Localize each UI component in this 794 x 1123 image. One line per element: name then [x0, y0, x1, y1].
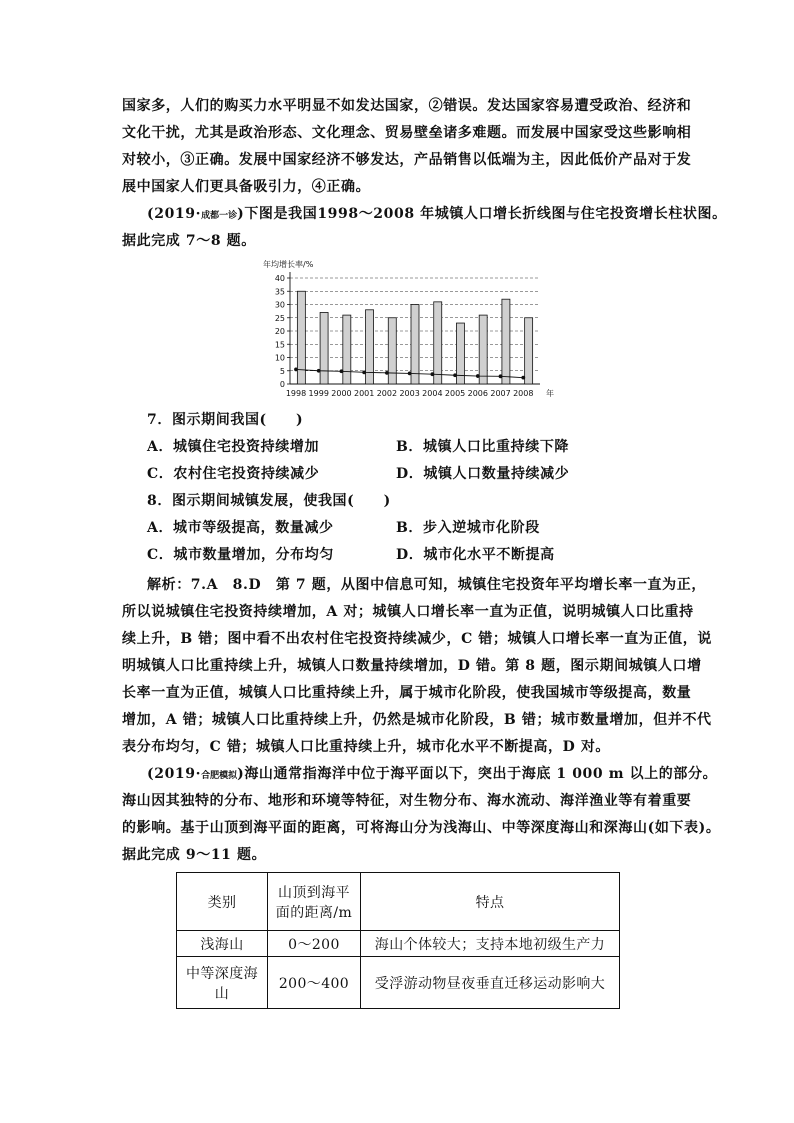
y-tick-label: 40: [274, 274, 285, 283]
source-name-2: 合肥模拟: [201, 771, 238, 781]
line-point: [499, 374, 503, 378]
stem-text-2: 海山通常指海洋中位于海平面以下，突出于海底 1 000 m 以上的部分。: [244, 766, 718, 782]
population-investment-chart: [260, 256, 560, 406]
bar: [502, 299, 510, 384]
x-tick-label: 2008: [513, 389, 534, 398]
x-tick-label: 2004: [422, 389, 443, 398]
q7-8-stem-line-2: 据此完成 7～8 题。: [122, 233, 256, 249]
row-category: [177, 957, 268, 1009]
bar: [320, 312, 328, 384]
q8-option-b: B．步入逆城市化阶段: [396, 520, 540, 536]
line-point: [317, 369, 321, 373]
y-tick-label: 25: [274, 313, 285, 323]
header-distance-line-1: 山顶到海平: [278, 884, 350, 901]
q7-8-stem-line-1: [147, 204, 727, 226]
line-point: [385, 371, 389, 375]
y-tick-label: 5: [279, 366, 285, 376]
row-feature: 海山个体较大；支持本地初级生产力: [361, 931, 620, 957]
bar: [479, 315, 487, 384]
q7-stem: 7．图示期间我国( ): [147, 412, 304, 428]
analysis-line-5: 长率一直为正值，城镇人口比重持续上升，属于城市化阶段，使我国城市等级提高，数量: [122, 685, 692, 701]
row-distance: 200～400: [268, 957, 361, 1009]
row-category: 浅海山: [177, 931, 268, 957]
table-header-row: [177, 873, 620, 931]
x-tick-label: 2007: [490, 389, 511, 398]
y-tick-label: 15: [274, 340, 285, 350]
table-row: [177, 957, 620, 1009]
y-tick-label: 30: [274, 300, 285, 310]
header-distance: [268, 873, 361, 931]
x-tick-label: 2000: [331, 389, 352, 398]
source-close-2: ): [237, 766, 245, 782]
q9-11-stem-line-4: 据此完成 9～11 题。: [122, 847, 267, 863]
y-tick-label: 35: [274, 287, 285, 297]
row-feature: 受浮游动物昼夜垂直迁移运动影响大: [361, 957, 620, 1009]
y-tick-label: 20: [274, 327, 285, 336]
x-tick-label: 2006: [467, 389, 488, 398]
intro-line-1: 国家多，人们的购买力水平明显不如发达国家，②错误。发达国家容易遭受政治、经济和: [122, 98, 692, 114]
row-category-line-1: 中等深度海: [186, 965, 258, 982]
seamount-table: [176, 872, 620, 1009]
line-point: [340, 369, 344, 373]
chart-x-unit: 年: [546, 389, 554, 398]
line-point: [408, 372, 412, 376]
analysis-line-6: 增加，A 错；城镇人口比重持续上升，仍然是城市化阶段，B 错；城市数量增加，但并不代: [122, 712, 712, 728]
intro-line-2: 文化干扰，尤其是政治形态、文化理念、贸易壁垒诸多难题。而发展中国家受这些影响相: [122, 125, 692, 141]
source-year-2: (2019·: [147, 766, 202, 782]
q8-option-d: D．城市化水平不断提高: [396, 547, 555, 563]
row-distance: 0～200: [268, 931, 361, 957]
x-tick-label: 2003: [399, 389, 420, 398]
analysis-line-4: 明城镇人口比重持续上升，城镇人口数量持续增加，D 错。第 8 题，图示期间城镇人口增: [122, 658, 702, 674]
x-tick-label: 2005: [444, 389, 466, 398]
q9-11-stem-line-1: [147, 764, 717, 786]
stem-text: 下图是我国1998～2008 年城镇人口增长折线图与住宅投资增长柱状图。: [244, 206, 727, 222]
header-feature: 特点: [361, 873, 620, 931]
line-point: [430, 372, 434, 376]
bar: [525, 318, 533, 384]
bar: [411, 305, 419, 385]
row-category-line-2: 山: [214, 985, 230, 1002]
x-tick-label: 2001: [354, 389, 375, 398]
analysis-line-2: 所以说城镇住宅投资持续增加，A 对；城镇人口增长率一直为正值，说明城镇人口比重持: [122, 604, 694, 620]
y-tick-label: 0: [279, 380, 285, 389]
bar: [388, 318, 396, 384]
x-tick-label: 2002: [376, 389, 398, 398]
line-point: [521, 376, 525, 380]
q7-option-b: B．城镇人口比重持续下降: [396, 439, 570, 455]
source-name: 成都一诊: [201, 211, 238, 221]
table-row: [177, 931, 620, 957]
y-tick-label: 10: [274, 353, 285, 363]
q9-11-stem-line-2: 海山因其独特的分布、地形和环境等特征，对生物分布、海水流动、海洋渔业等有着重要: [122, 793, 692, 809]
q7-option-c: C．农村住宅投资持续减少: [147, 466, 320, 482]
bar: [456, 323, 464, 384]
q9-11-stem-line-3: 的影响。基于山顶到海平面的距离，可将海山分为浅海山、中等深度海山和深海山(如下表)。: [122, 820, 721, 836]
analysis-line-7: 表分布均匀，C 错；城镇人口比重持续上升，城市化水平不断提高，D 对。: [122, 739, 611, 755]
q7-option-a: A．城镇住宅投资持续增加: [147, 439, 320, 455]
chart-ylabel: 年均增长率/%: [263, 260, 314, 269]
q8-option-c: C．城市数量增加，分布均匀: [147, 547, 334, 563]
x-tick-label: 1999: [308, 389, 329, 398]
source-close: ): [237, 206, 245, 222]
q8-option-a: A．城市等级提高，数量减少: [147, 520, 334, 536]
line-point: [294, 368, 298, 372]
source-year: (2019·: [147, 206, 202, 222]
q7-option-d: D．城镇人口数量持续减少: [396, 466, 570, 482]
intro-line-4: 展中国家人们更具备吸引力，④正确。: [122, 179, 371, 195]
analysis-line-3: 续上升，B 错；图中看不出农村住宅投资持续减少，C 错；城镇人口增长率一直为正值，说: [122, 631, 712, 647]
line-point: [453, 373, 457, 377]
x-tick-label: 1998: [285, 389, 307, 398]
analysis-line-1: 解析：7.A 8.D 第 7 题，从图中信息可知，城镇住宅投资年平均增长率一直为正，: [147, 577, 706, 593]
bar: [434, 302, 442, 384]
header-distance-line-2: 面的距离/m: [275, 904, 353, 921]
intro-line-3: 对较小，③正确。发展中国家经济不够发达，产品销售以低端为主，因此低价产品对于发: [122, 152, 692, 168]
bar: [343, 315, 351, 384]
header-category: 类别: [177, 873, 268, 931]
line-point: [362, 370, 366, 374]
line-point: [476, 374, 480, 378]
q8-stem: 8．图示期间城镇发展，使我国( ): [147, 493, 391, 509]
